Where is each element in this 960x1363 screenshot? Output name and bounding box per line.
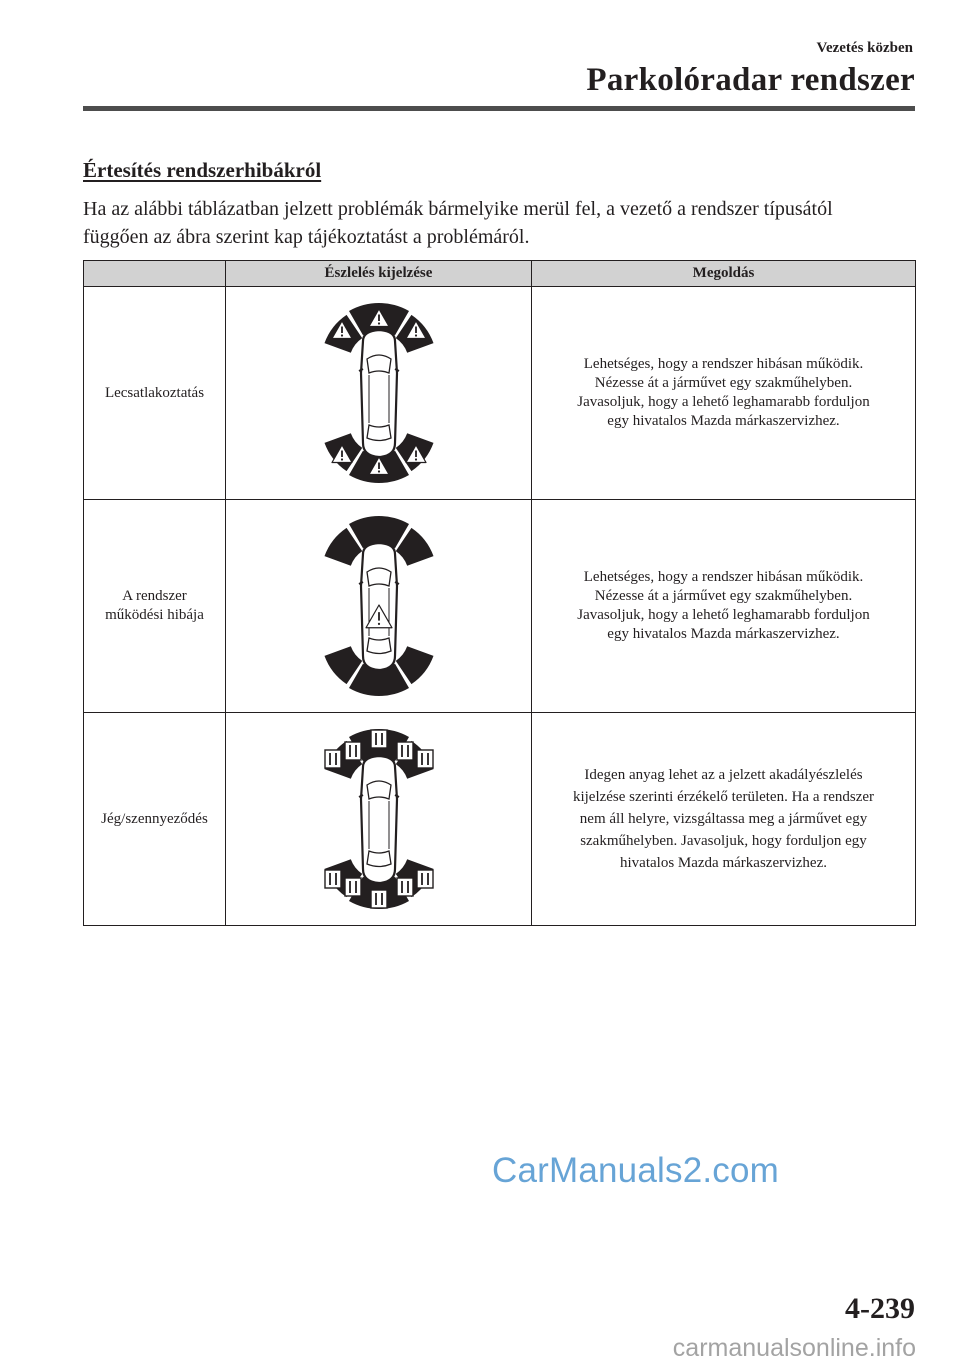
page-number: 4-239 [845, 1292, 915, 1325]
ice-dirt-icon [345, 878, 361, 896]
intro-paragraph: Ha az alábbi táblázatban jelzett problémák bármelyike merül fel, a vezető a rendszer típusától függően az ábra szerint kap tájékoztatást a problémáról. [83, 198, 833, 248]
solution-cell [532, 500, 916, 713]
solution-line: hivatalos Mazda márkaszervizhez. [620, 855, 827, 871]
solution-line: Javasoljuk, hogy a lehető leghamarabb forduljon [577, 607, 870, 623]
solution-cell [532, 287, 916, 500]
parking-sensor-malfunction-icon [323, 506, 435, 706]
solution-line: Idegen anyag lehet az a jelzett akadályészlelés [584, 767, 863, 783]
header-rule [83, 106, 915, 111]
indicator-cell [226, 287, 532, 500]
error-notification-table [83, 260, 916, 926]
table-row [84, 287, 916, 500]
solution-line: nem áll helyre, vizsgáltassa meg a járművet egy [579, 811, 868, 827]
section-label: Vezetés közben [816, 40, 913, 56]
ice-dirt-icon [417, 750, 433, 768]
ice-dirt-icon [325, 750, 341, 768]
watermark-text: CarManuals2.com [492, 1151, 779, 1190]
condition-label: működési hibája [105, 607, 204, 623]
header-cell-blank [84, 261, 226, 287]
condition-cell [84, 713, 226, 926]
parking-sensor-ice-dirt-icon [323, 719, 435, 919]
page-title: Parkolóradar rendszer [586, 62, 915, 98]
table-row [84, 713, 916, 926]
car-silhouette [359, 330, 399, 457]
solution-line: kijelzése szerinti érzékelő területen. Ha a rendszer [572, 789, 875, 805]
ice-dirt-icon [345, 742, 361, 760]
ice-dirt-icon [371, 730, 387, 748]
condition-label: Jég/szennyeződés [101, 810, 208, 827]
solution-line: Nézesse át a járművet egy szakműhelyben. [594, 375, 853, 391]
footer-brand-text: carmanualsonline.info [672, 1334, 916, 1362]
solution-line: szakműhelyben. Javasoljuk, hogy forduljon egy [580, 833, 867, 849]
ice-dirt-icon [417, 870, 433, 888]
indicator-cell [226, 500, 532, 713]
indicator-cell [226, 713, 532, 926]
solution-line: Nézesse át a járművet egy szakműhelyben. [594, 588, 853, 604]
solution-line: egy hivatalos Mazda márkaszervizhez. [607, 626, 840, 642]
solution-line: Lehetséges, hogy a rendszer hibásan működik. [583, 356, 864, 372]
ice-dirt-icon [397, 878, 413, 896]
ice-dirt-icon [325, 870, 341, 888]
ice-dirt-icon [371, 890, 387, 908]
condition-label: Lecsatlakoztatás [104, 384, 205, 401]
solution-cell [532, 713, 916, 926]
condition-cell [84, 287, 226, 500]
solution-line: Javasoljuk, hogy a lehető leghamarabb forduljon [577, 394, 870, 410]
condition-cell [84, 500, 226, 713]
solution-line: Lehetséges, hogy a rendszer hibásan működik. [583, 569, 864, 585]
ice-dirt-icon [397, 742, 413, 760]
table-row [84, 500, 916, 713]
header-cell-solution: Megoldás [532, 261, 916, 287]
header-cell-indicator: Észlelés kijelzése [226, 261, 532, 287]
condition-label: A rendszer [122, 588, 187, 604]
solution-line: egy hivatalos Mazda márkaszervizhez. [607, 413, 840, 429]
section-heading: Értesítés rendszerhibákról [83, 158, 322, 182]
table-header-row [84, 261, 916, 287]
parking-sensor-disconnect-icon [323, 293, 435, 493]
car-silhouette [359, 756, 399, 883]
